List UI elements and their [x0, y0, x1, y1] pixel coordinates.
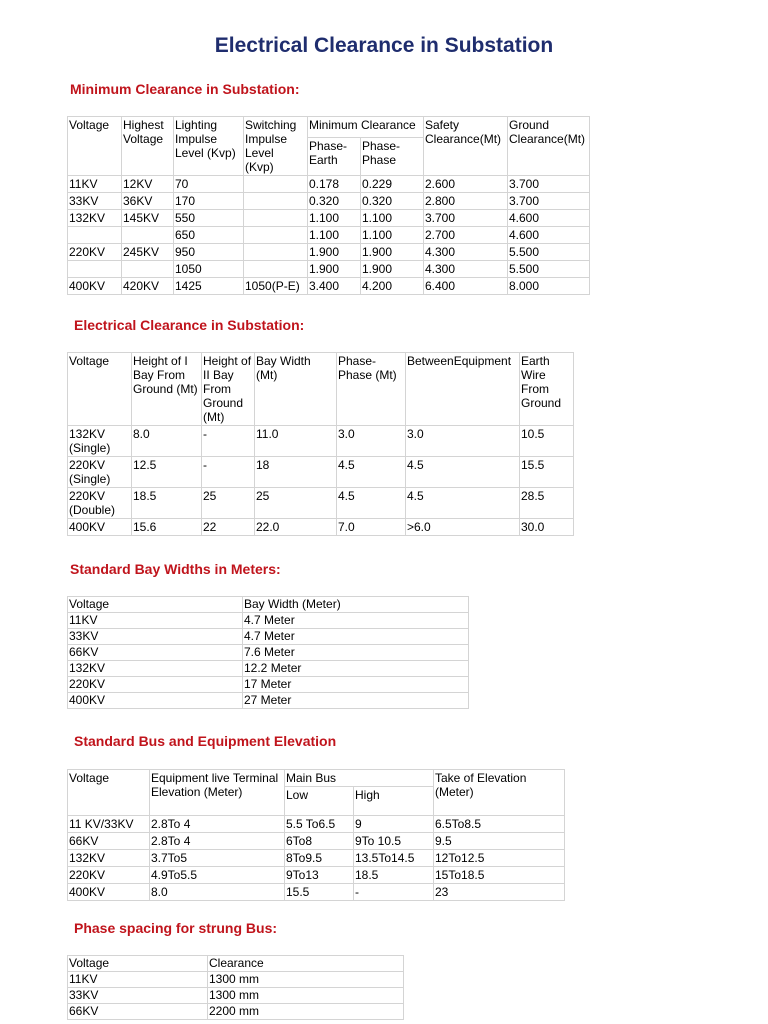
table-cell: 220KV (Double)	[68, 488, 132, 519]
table-row	[68, 629, 469, 645]
header-cell: Phase-Phase (Mt)	[337, 353, 406, 426]
table-cell: 4.5	[337, 488, 406, 519]
table-cell: 4.7 Meter	[243, 613, 469, 629]
table-row	[68, 693, 469, 709]
table-cell: 2200 mm	[208, 1004, 404, 1020]
table-header-row	[68, 956, 404, 972]
table-cell: 9.5	[434, 833, 565, 850]
table-cell: 3.700	[424, 210, 508, 227]
table-cell: 4.5	[337, 457, 406, 488]
table-cell: 18	[255, 457, 337, 488]
table-cell: 9To13	[285, 867, 354, 884]
header-cell: Ground Clearance(Mt)	[508, 117, 590, 176]
table-row	[68, 227, 590, 244]
header-cell: Phase-Earth	[308, 137, 361, 175]
bus-elevation-table	[67, 769, 565, 901]
table-cell: 0.178	[308, 176, 361, 193]
table-cell: 5.500	[508, 244, 590, 261]
header-cell: Take of Elevation (Meter)	[434, 770, 565, 816]
table-cell: 15To18.5	[434, 867, 565, 884]
table-cell: 3.700	[508, 176, 590, 193]
header-cell: Voltage	[68, 117, 122, 176]
table-cell: 33KV	[68, 988, 208, 1004]
header-cell: Highest Voltage	[122, 117, 174, 176]
table-row	[68, 278, 590, 295]
table-row	[68, 972, 404, 988]
table-cell: -	[202, 426, 255, 457]
table-cell: 1.100	[361, 227, 424, 244]
table-cell: 15.5	[520, 457, 574, 488]
table-row	[68, 816, 565, 833]
header-cell: Equipment live Terminal Elevation (Meter)	[150, 770, 285, 816]
table-row	[68, 176, 590, 193]
electrical-clearance-table	[67, 352, 574, 536]
table-cell: 2.600	[424, 176, 508, 193]
table-cell: 0.320	[308, 193, 361, 210]
table-cell: 11KV	[68, 176, 122, 193]
table-row	[68, 988, 404, 1004]
table-cell: 18.5	[354, 867, 434, 884]
table-cell: 400KV	[68, 519, 132, 536]
table-cell: 25	[255, 488, 337, 519]
table-cell	[244, 244, 308, 261]
table-cell: 650	[174, 227, 244, 244]
table-cell: 70	[174, 176, 244, 193]
section-heading-electrical-clearance: Electrical Clearance in Substation:	[74, 317, 305, 333]
table-cell: 1.900	[361, 261, 424, 278]
table-cell: 12To12.5	[434, 850, 565, 867]
table-cell: 1050	[174, 261, 244, 278]
table-cell: 15.6	[132, 519, 202, 536]
table-cell: 4.9To5.5	[150, 867, 285, 884]
table-cell: -	[354, 884, 434, 901]
table-cell: 6.5To8.5	[434, 816, 565, 833]
table-row	[68, 677, 469, 693]
table-header-row	[68, 353, 574, 426]
table-header-row	[68, 770, 565, 787]
table-cell	[244, 193, 308, 210]
table-cell: 132KV	[68, 661, 243, 677]
table-cell: 2.8To 4	[150, 816, 285, 833]
table-cell: 6To8	[285, 833, 354, 850]
table-cell: 11.0	[255, 426, 337, 457]
table-cell: 4.300	[424, 244, 508, 261]
section-heading-minimum-clearance: Minimum Clearance in Substation:	[70, 81, 300, 97]
table-cell	[244, 176, 308, 193]
table-cell: 550	[174, 210, 244, 227]
table-header-row	[68, 597, 469, 613]
table-cell: 66KV	[68, 833, 150, 850]
minimum-clearance-table	[67, 116, 590, 295]
table-cell: 6.400	[424, 278, 508, 295]
table-row	[68, 457, 574, 488]
table-cell: 12.5	[132, 457, 202, 488]
table-cell: 132KV (Single)	[68, 426, 132, 457]
table-cell: 170	[174, 193, 244, 210]
table-cell: 4.5	[406, 488, 520, 519]
section-heading-bay-widths: Standard Bay Widths in Meters:	[70, 561, 281, 577]
table-cell: 1.100	[361, 210, 424, 227]
table-cell: 400KV	[68, 693, 243, 709]
table-cell: 3.0	[337, 426, 406, 457]
header-cell: Safety Clearance(Mt)	[424, 117, 508, 176]
table-cell	[244, 210, 308, 227]
table-cell: 950	[174, 244, 244, 261]
table-cell: 4.7 Meter	[243, 629, 469, 645]
table-row	[68, 261, 590, 278]
phase-spacing-table	[67, 955, 404, 1020]
table-cell: 12KV	[122, 176, 174, 193]
table-row	[68, 613, 469, 629]
table-cell: 400KV	[68, 278, 122, 295]
table-cell: 17 Meter	[243, 677, 469, 693]
table-cell: 1300 mm	[208, 988, 404, 1004]
table-row	[68, 645, 469, 661]
table-row	[68, 1004, 404, 1020]
table-cell: 25	[202, 488, 255, 519]
header-cell: Height of II Bay From Ground (Mt)	[202, 353, 255, 426]
header-cell: Voltage	[68, 353, 132, 426]
section-heading-phase-spacing: Phase spacing for strung Bus:	[74, 920, 278, 936]
header-cell: Main Bus	[285, 770, 434, 787]
table-cell: 18.5	[132, 488, 202, 519]
table-row	[68, 519, 574, 536]
table-cell: 3.400	[308, 278, 361, 295]
header-cell: Bay Width (Meter)	[243, 597, 469, 613]
table-cell: 28.5	[520, 488, 574, 519]
table-cell: 1.900	[308, 261, 361, 278]
header-cell: Voltage	[68, 597, 243, 613]
table-cell: 11KV	[68, 972, 208, 988]
table-cell: 66KV	[68, 645, 243, 661]
header-cell: Bay Width (Mt)	[255, 353, 337, 426]
table-row	[68, 867, 565, 884]
table-cell: 2.700	[424, 227, 508, 244]
table-cell: 1.900	[361, 244, 424, 261]
table-cell: 145KV	[122, 210, 174, 227]
table-cell: 11 KV/33KV	[68, 816, 150, 833]
table-cell	[122, 227, 174, 244]
table-cell: 8To9.5	[285, 850, 354, 867]
table-cell: 4.300	[424, 261, 508, 278]
table-cell: 4.600	[508, 210, 590, 227]
table-cell: 8.0	[132, 426, 202, 457]
table-cell: 36KV	[122, 193, 174, 210]
table-row	[68, 488, 574, 519]
table-row	[68, 210, 590, 227]
table-row	[68, 426, 574, 457]
header-cell: Height of I Bay From Ground (Mt)	[132, 353, 202, 426]
table-cell: 3.7To5	[150, 850, 285, 867]
table-cell: 4.200	[361, 278, 424, 295]
table-cell: 400KV	[68, 884, 150, 901]
table-header-row	[68, 117, 590, 138]
table-row	[68, 833, 565, 850]
table-cell: 33KV	[68, 193, 122, 210]
table-cell: 12.2 Meter	[243, 661, 469, 677]
table-cell: 1050(P-E)	[244, 278, 308, 295]
header-cell: Voltage	[68, 956, 208, 972]
table-cell: >6.0	[406, 519, 520, 536]
table-cell: 220KV	[68, 677, 243, 693]
table-cell: 5.500	[508, 261, 590, 278]
header-cell: BetweenEquipment	[406, 353, 520, 426]
table-cell: 15.5	[285, 884, 354, 901]
header-cell: Clearance	[208, 956, 404, 972]
table-row	[68, 884, 565, 901]
table-cell: 132KV	[68, 850, 150, 867]
table-row	[68, 661, 469, 677]
table-cell: 3.0	[406, 426, 520, 457]
table-cell: 11KV	[68, 613, 243, 629]
bay-widths-table	[67, 596, 469, 709]
table-cell: 22	[202, 519, 255, 536]
header-cell: High	[354, 787, 434, 816]
table-cell	[122, 261, 174, 278]
header-cell: Voltage	[68, 770, 150, 816]
table-cell: 0.320	[361, 193, 424, 210]
table-cell: 3.700	[508, 193, 590, 210]
table-cell	[68, 261, 122, 278]
table-cell: 27 Meter	[243, 693, 469, 709]
header-cell: Switching Impulse Level (Kvp)	[244, 117, 308, 176]
table-cell: 0.229	[361, 176, 424, 193]
table-cell: 9To 10.5	[354, 833, 434, 850]
table-row	[68, 193, 590, 210]
table-cell: -	[202, 457, 255, 488]
page-title: Electrical Clearance in Substation	[214, 34, 554, 57]
table-cell: 220KV	[68, 867, 150, 884]
table-cell: 1.900	[308, 244, 361, 261]
table-cell: 420KV	[122, 278, 174, 295]
table-cell: 1.100	[308, 227, 361, 244]
header-cell: Lighting Impulse Level (Kvp)	[174, 117, 244, 176]
table-cell: 23	[434, 884, 565, 901]
table-cell: 9	[354, 816, 434, 833]
table-cell: 245KV	[122, 244, 174, 261]
table-cell	[68, 227, 122, 244]
section-heading-bus-elevation: Standard Bus and Equipment Elevation	[74, 733, 337, 749]
table-cell: 1.100	[308, 210, 361, 227]
table-cell: 8.000	[508, 278, 590, 295]
table-cell	[244, 261, 308, 278]
table-cell: 33KV	[68, 629, 243, 645]
table-cell: 22.0	[255, 519, 337, 536]
header-cell: Low	[285, 787, 354, 816]
table-cell: 7.0	[337, 519, 406, 536]
table-cell: 1425	[174, 278, 244, 295]
table-row	[68, 850, 565, 867]
table-cell: 1300 mm	[208, 972, 404, 988]
table-cell: 10.5	[520, 426, 574, 457]
table-cell: 220KV (Single)	[68, 457, 132, 488]
header-cell: Minimum Clearance	[308, 117, 424, 138]
header-cell: Phase-Phase	[361, 137, 424, 175]
table-cell: 4.5	[406, 457, 520, 488]
table-cell: 30.0	[520, 519, 574, 536]
table-cell: 4.600	[508, 227, 590, 244]
table-cell: 2.800	[424, 193, 508, 210]
table-cell: 5.5 To6.5	[285, 816, 354, 833]
table-row	[68, 244, 590, 261]
table-cell: 8.0	[150, 884, 285, 901]
table-cell	[244, 227, 308, 244]
table-cell: 66KV	[68, 1004, 208, 1020]
table-cell: 13.5To14.5	[354, 850, 434, 867]
table-cell: 132KV	[68, 210, 122, 227]
header-cell: Earth Wire From Ground	[520, 353, 574, 426]
table-cell: 2.8To 4	[150, 833, 285, 850]
table-cell: 7.6 Meter	[243, 645, 469, 661]
table-cell: 220KV	[68, 244, 122, 261]
